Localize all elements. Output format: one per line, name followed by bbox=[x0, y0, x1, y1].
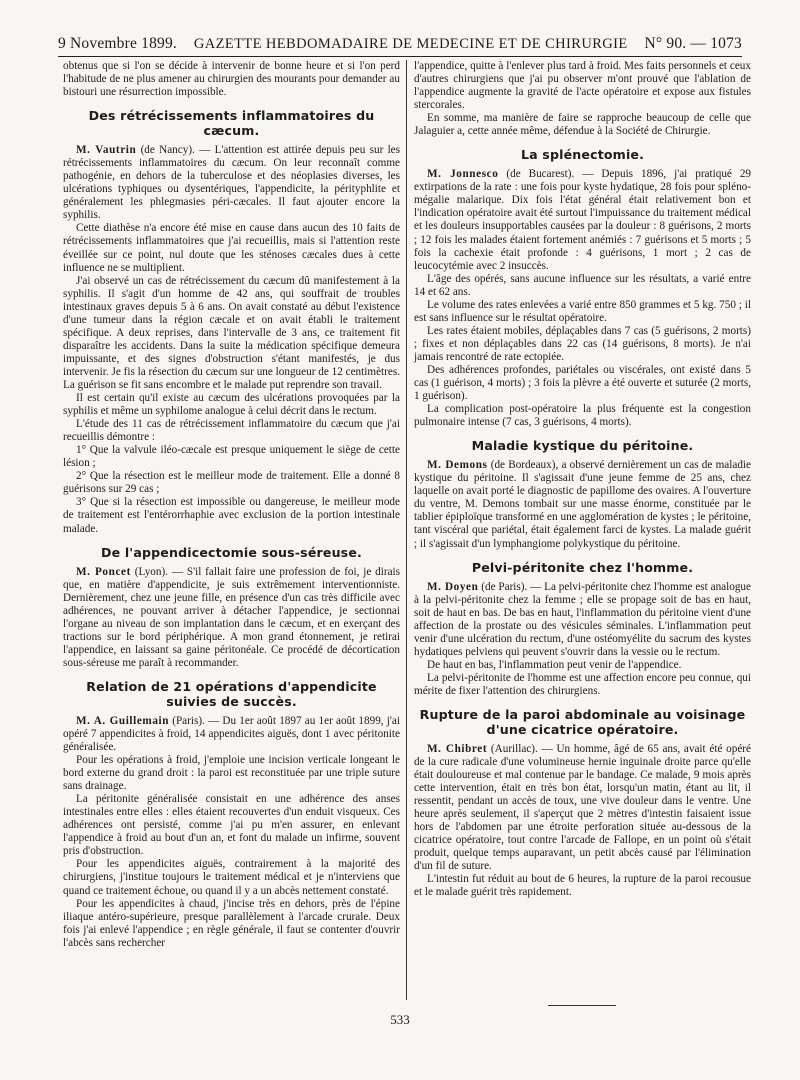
paragraph: La péritonite généralisée consistait en une adhérence des anses intestinales entre elles : elles étaient recouvertes d'un enduit visqueux. Ces adhérences ont persisté, comme j'ai pu m'en assurer, en enlevant l'appendice à froid au bout d'un an, et font du malade un infirme, souvent pris d'obstruction. bbox=[63, 793, 400, 858]
paragraph: Pour les appendicites à chaud, j'incise très en dehors, près de l'épine iliaque antéro-supérieure, presque parallèlement à l'arcade crurale. Deux fois j'ai enlevé l'appendice ; en règle générale, il faut se contenter d'ouvrir l'abcès sans rechercher bbox=[63, 897, 400, 949]
speaker-name: M. A. Guillemain bbox=[76, 714, 170, 727]
header-rule bbox=[58, 56, 742, 57]
speaker-name: M. Vautrin bbox=[76, 144, 137, 157]
paragraph: l'appendice, quitte à l'enlever plus tard à froid. Mes faits personnels et ceux d'autres chirurgiens que j'ai pu observer m'ont prouvé que l'ablation de l'appendice augmente la gravité de l'acte opératoire et expose aux fistules stercorales. bbox=[414, 60, 751, 112]
paragraph: L'âge des opérés, sans aucune influence sur les résultats, a varié entre 14 et 62 ans. bbox=[414, 272, 751, 298]
end-rule bbox=[548, 1005, 616, 1006]
left-column bbox=[63, 60, 400, 950]
paragraph: Les rates étaient mobiles, déplaçables dans 7 cas (5 guérisons, 2 morts) ; fixes et non déplaçables dans 22 cas (14 guérisons, 8 morts). Je n'ai jamais rencontré de rate ectopiée. bbox=[414, 324, 751, 363]
paragraph: M. Vautrin (de Nancy). — L'attention est attirée depuis peu sur les rétrécissements inflammatoires du cæcum. On leur reconnaît comme pathogénie, en dehors de la tuberculose et des néoplasies diverses, les ulcérations typhiques ou dysentériques, l'appendicite, la pérityphlite et généralement les phlegmasies péri-cæcales. Il faut ajouter encore la syphilis. bbox=[63, 144, 400, 222]
paragraph: En somme, ma manière de faire se rapproche beaucoup de celle que Jalaguier a, cette année même, défendue à la Société de Chirurgie. bbox=[414, 112, 751, 138]
column-divider bbox=[406, 60, 407, 1000]
paragraph: M. Poncet (Lyon). — S'il fallait faire une profession de foi, je dirais que, en matière d'appendicite, je suis extrêmement interventionniste. Dernièrement, chez une jeune fille, en présence d'un cas très difficile avec adhérences, ne pouvant arriver à détacher l'appendice, je sectionnai l'organe au niveau de son implantation dans le cæcum, et en exerçant des tractions sur le bord périphérique. A mon grand étonnement, je retirai l'appendice, en laissant sa gaine péritonéale. Ce procédé de décortication sous-séreuse me paraît à recommander. bbox=[63, 565, 401, 669]
speaker-name: M. Demons bbox=[427, 459, 488, 472]
paragraph: M. Jonnesco (de Bucarest). — Depuis 1896, j'ai pratiqué 29 extirpations de la rate : une fois pour kyste hydatique, 28 fois pour spléno-mégalie malarique. Dix fois l'état général était relativement bon et l'indication opératoire avait été surtout l'impuissance du traitement médical et les douleurs insupportables causées par la douleur : 8 guérisons, 2 morts ; 12 fois les malades étaient fortement anémiés : 7 guérisons et 5 morts ; 5 fois la cachexie était profonde : 4 guérisons, 1 mort ; 2 cas de leucocytémie avec 2 insuccès. bbox=[414, 168, 752, 272]
paragraph: La pelvi-péritonite de l'homme est une affection encore peu connue, qui mérite de fixer l'attention des chirurgiens. bbox=[414, 671, 751, 697]
paragraph: La complication post-opératoire la plus fréquente est la congestion pulmonaire intense (7 cas, 3 guérisons, 4 morts). bbox=[414, 403, 751, 429]
paragraph: M. A. Guillemain (Paris). — Du 1er août 1897 au 1er août 1899, j'ai opéré 7 appendicites à froid, 14 appendicites aiguës, dont 1 avec péritonite généralisée. bbox=[63, 714, 400, 754]
section-heading: Relation de 21 opérations d'appendicite suivies de succès. bbox=[86, 678, 377, 709]
section-heading: Maladie kystique du péritoine. bbox=[471, 438, 694, 454]
right-column bbox=[414, 60, 751, 900]
paragraph: De haut en bas, l'inflammation peut venir de l'appendice. bbox=[427, 658, 682, 671]
paragraph: Le volume des rates enlevées a varié entre 850 grammes et 5 kg. 750 ; il est sans influence sur le résultat opératoire. bbox=[414, 298, 751, 324]
page-number: 533 bbox=[390, 1012, 410, 1027]
paragraph: M. Demons (de Bordeaux), a observé dernièrement un cas de maladie kystique du péritoine. Il s'agissait d'une jeune femme de 25 ans, chez laquelle on avait porté le diagnostic de papillome des ovaires. A l'ouverture du ventre, M. Demons tombait sur une masse énorme, constituée par le tablier épiploïque transformé en une agglomération de kystes ; le péritoine, tant viscéral que pariétal, était également farci de kystes. La malade guérit ; il s'agissait d'un lymphangiome polykystique du péritoine. bbox=[414, 459, 751, 550]
paragraph: Il est certain qu'il existe au cæcum des ulcérations provoquées par la syphilis et même un syphilome analogue à celui décrit dans le rectum. bbox=[63, 392, 400, 418]
journal-title: GAZETTE HEBDOMADAIRE DE MEDECINE ET DE CHIRURGIE bbox=[193, 36, 628, 52]
paragraph: Des adhérences profondes, pariétales ou viscérales, ont existé dans 5 cas (1 guérison, 4 morts) ; 3 fois la plèvre a été ouverte et suturée (2 morts, 1 guérison). bbox=[414, 363, 751, 403]
paragraph: L'intestin fut réduit au bout de 6 heures, la rupture de la paroi recousue et le malade guérit très rapidement. bbox=[414, 873, 751, 899]
paragraph: M. Doyen (de Paris). — La pelvi-péritonite chez l'homme est analogue à la pelvi-péritonite chez la femme ; elle se propage soit de bas en haut, soit de haut en bas. De bas en haut, l'inflammation du péritoine vient d'une affection de la prostate ou des vésicules séminales. L'inflammation peut venir d'une ulcération du rectum, d'une ostéomyélite du sacrum des kystes hydatiques pelviens qui peuvent s'ouvrir dans la vessie ou le rectum. bbox=[414, 580, 751, 658]
list-item: 3° Que si la résection est impossible ou dangereuse, le meilleur mode de traitement est l'entérorrhaphie avec exclusion de la portion intestinale malade. bbox=[63, 496, 400, 535]
section-heading: Des rétrécissements inflammatoires du cæcum. bbox=[88, 108, 375, 139]
section-heading: La splénectomie. bbox=[520, 147, 645, 163]
running-header bbox=[58, 35, 742, 53]
paragraph: Pour les appendicites aiguës, contrairement à la majorité des chirurgiens, j'institue toujours le traitement médical et je n'interviens que quand ce traitement échoue, ou quand il y a un abcès nettement constaté. bbox=[63, 858, 400, 897]
list-item: 1° Que la valvule iléo-cæcale est presque uniquement le siège de cette lésion ; bbox=[63, 444, 400, 470]
paragraph: M. Chibret (Aurillac). — Un homme, âgé de 65 ans, avait été opéré de la cure radicale d'une volumineuse hernie inguinale droite parce qu'elle était douloureuse et mal contenue par le bandage. Ce malade, 9 mois après cette intervention, était en très bon état, lorsqu'un matin, étant au lit, il ressentit, pendant un accès de toux, une vive douleur dans le ventre. Une heure après seulement, il s'aperçut que 2 mètres d'intestin faisaient issue hors de l'abdomen par une étroite perforation située au-dessous de la cicatrice opératoire, tout contre l'arcade de Fallope, en un point où s'était produit, quelque temps auparavant, un petit abcès causé par l'élimination d'un fil de suture. bbox=[414, 742, 751, 873]
speaker-name: M. Poncet bbox=[76, 565, 131, 578]
paragraph: Cette diathèse n'a encore été mise en cause dans aucun des 10 faits de rétrécissements inflammatoires que j'ai recueillis, mais si l'attention reste éveillée sur ce point, nul doute que les sténoses cæcales dues à cette influence ne se multiplient. bbox=[63, 222, 400, 274]
speaker-name: M. Doyen bbox=[427, 580, 479, 593]
issue-number: N° 90. — 1073 bbox=[644, 35, 742, 52]
list-item: 2° Que la résection est le meilleur mode de traitement. Elle a donné 8 guérisons sur 29 cas ; bbox=[63, 470, 400, 496]
speaker-name: M. Jonnesco bbox=[427, 168, 499, 181]
paragraph: J'ai observé un cas de rétrécissement du cæcum dû manifestement à la syphilis. Il s'agit d'un homme de 42 ans, qui souffrait de troubles intestinaux graves depuis 5 à 6 ans. On avait constaté au début l'existence d'une tumeur dans la région cæcale et on avait établi le traitement spécifique. A deux reprises, dans l'intervalle de 3 ans, ce traitement fit disparaître les accidents. Dans la suite la médication spécifique demeura impuissante, et des signes d'obstruction s'étant manifestés, je dus intervenir. Je fis la résection du cæcum sur une longueur de 12 centimètres. La guérison se fit sans encombre et le malade put reprendre son travail. bbox=[63, 274, 400, 391]
speaker-name: M. Chibret bbox=[427, 742, 488, 755]
paragraph: obtenus que si l'on se décide à intervenir de bonne heure et si l'on perd l'habitude de ne plus amener au chirurgien des mourants pour demander au bistouri une résurrection impossible. bbox=[63, 60, 400, 99]
paragraph: Pour les opérations à froid, j'emploie une incision verticale longeant le bord externe du grand droit : la paroi est reconstituée par une triple suture sans drainage. bbox=[63, 754, 400, 793]
section-heading: Rupture de la paroi abdominale au voisinage d'une cicatrice opératoire. bbox=[419, 706, 746, 737]
section-heading: De l'appendicectomie sous-séreuse. bbox=[101, 544, 362, 560]
section-heading: Pelvi-péritonite chez l'homme. bbox=[471, 559, 694, 575]
issue-date: 9 Novembre 1899. bbox=[58, 35, 177, 52]
paragraph: L'étude des 11 cas de rétrécissement inflammatoire du cæcum que j'ai recueillis démontre : bbox=[63, 418, 400, 444]
